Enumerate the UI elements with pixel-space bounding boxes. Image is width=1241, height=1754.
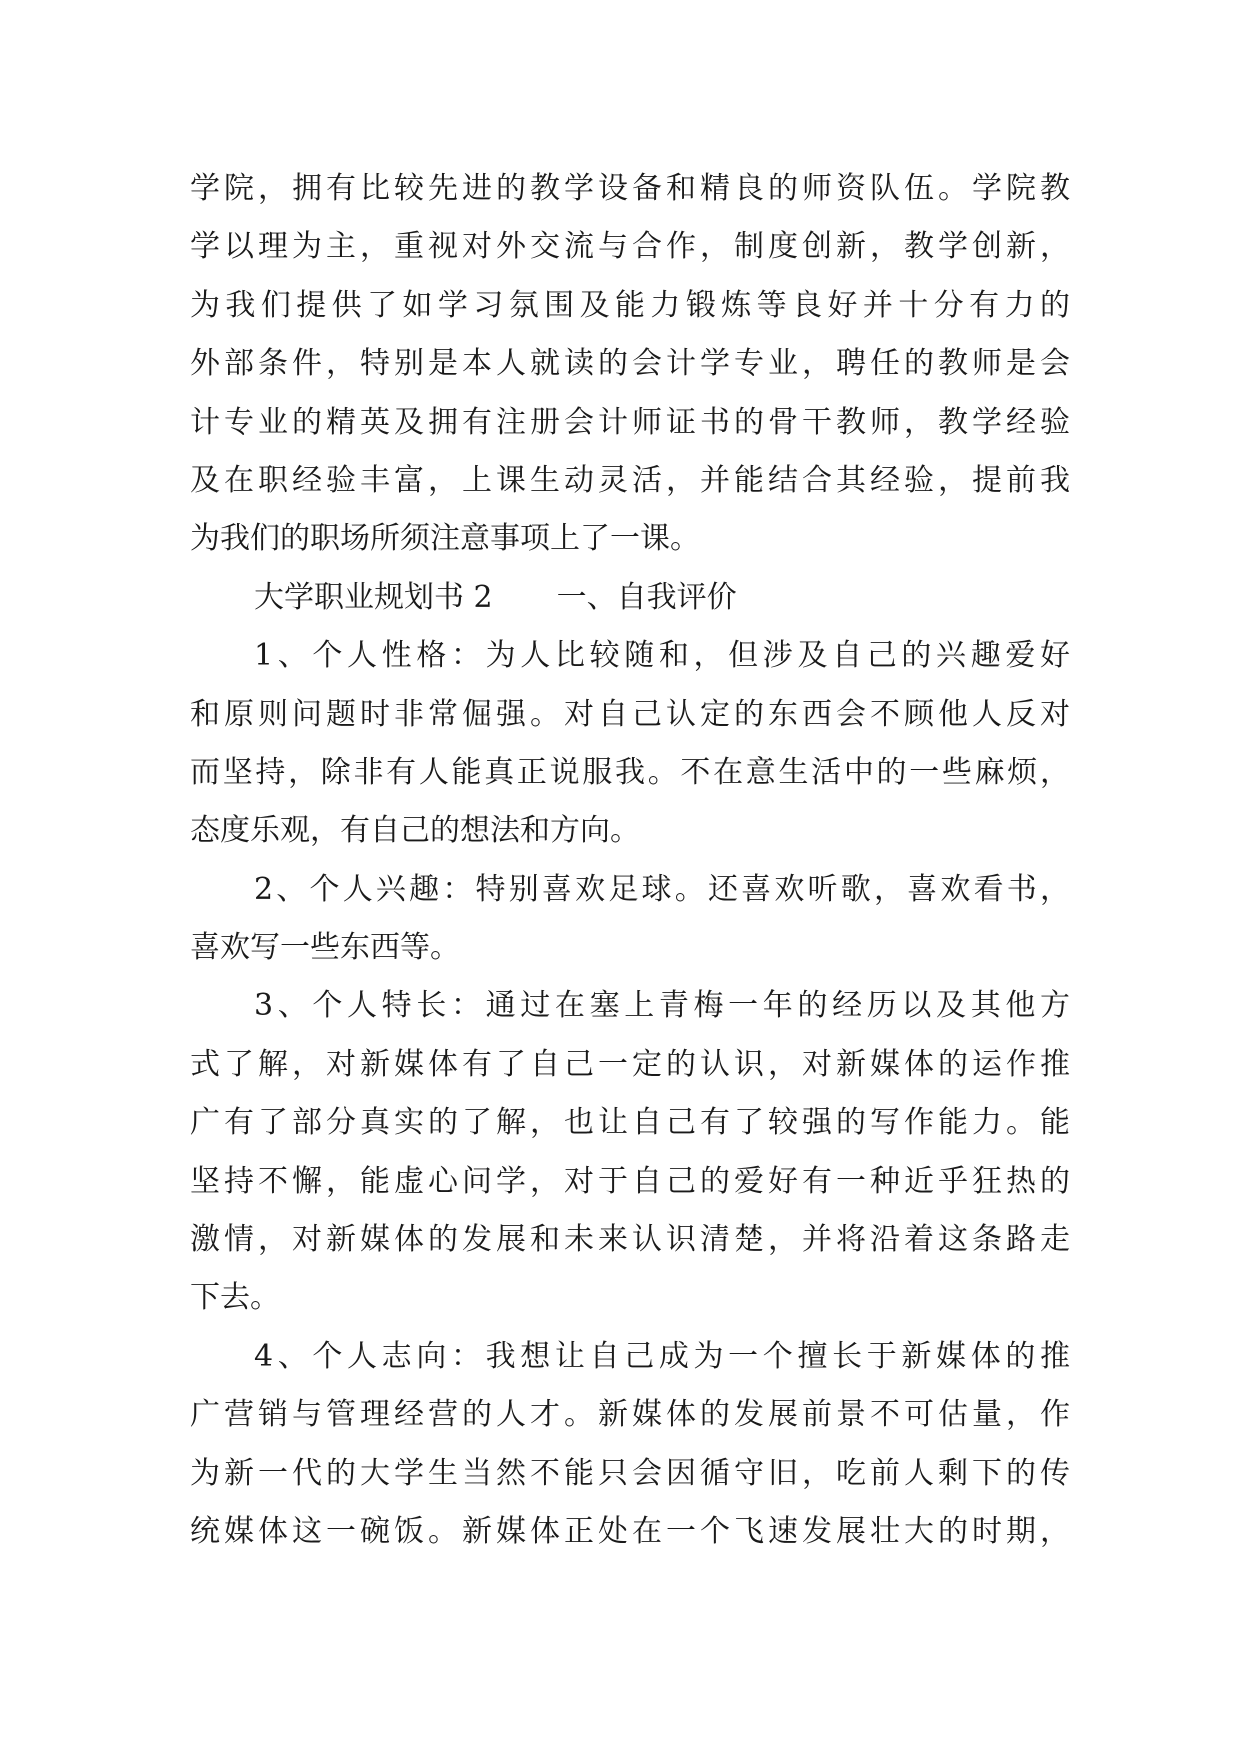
text-line: 2、个人兴趣：特别喜欢足球。还喜欢听歌，喜欢看书， — [254, 871, 1070, 907]
section-heading — [190, 569, 1070, 627]
text-line: 为新一代的大学生当然不能只会因循守旧，吃前人剩下的传 — [190, 1455, 1070, 1491]
text-line: 广营销与管理经营的人才。新媒体的发展前景不可估量，作 — [190, 1397, 1070, 1433]
text-line: 坚持不懈，能虚心问学，对于自己的爱好有一种近乎狂热的 — [190, 1163, 1070, 1199]
text-line: 喜欢写一些东西等。 — [190, 930, 460, 966]
text-line: 统媒体这一碗饭。新媒体正处在一个飞速发展壮大的时期， — [190, 1513, 1070, 1549]
text-line: 1、个人性格：为人比较随和，但涉及自己的兴趣爱好 — [254, 638, 1070, 674]
text-line: 及在职经验丰富，上课生动灵活，并能结合其经验，提前我 — [190, 462, 1070, 498]
text-line: 为我们的职场所须注意事项上了一课。 — [190, 521, 700, 557]
section-title: 一、自我评价 — [556, 579, 737, 615]
text-line: 学院，拥有比较先进的教学设备和精良的师资队伍。学院教 — [190, 171, 1070, 206]
text-line: 态度乐观，有自己的想法和方向。 — [190, 813, 640, 849]
text-line: 计专业的精英及拥有注册会计师证书的骨干教师，教学经验 — [190, 404, 1070, 440]
paragraph-personality — [190, 627, 1070, 861]
heading-line — [190, 569, 1070, 627]
text-line: 式了解，对新媒体有了自己一定的认识，对新媒体的运作推 — [190, 1046, 1070, 1082]
text-line: 学以理为主，重视对外交流与合作，制度创新，教学创新， — [190, 229, 1070, 265]
text-line: 而坚持，除非有人能真正说服我。不在意生活中的一些麻烦， — [190, 754, 1070, 790]
text-line: 外部条件，特别是本人就读的会计学专业，聘任的教师是会 — [190, 346, 1070, 382]
document-body — [190, 160, 1070, 1561]
text-line: 和原则问题时非常倔强。对自己认定的东西会不顾他人反对 — [190, 696, 1070, 732]
text-line: 3、个人特长：通过在塞上青梅一年的经历以及其他方 — [254, 988, 1070, 1024]
text-line: 4、个人志向：我想让自己成为一个擅长于新媒体的推 — [254, 1338, 1070, 1374]
paragraph-aspirations — [190, 1328, 1070, 1562]
text-line: 下去。 — [190, 1280, 280, 1316]
text-line: 为我们提供了如学习氛围及能力锻炼等良好并十分有力的 — [190, 287, 1070, 323]
document-title: 大学职业规划书 2 — [254, 579, 493, 615]
text-line: 激情，对新媒体的发展和未来认识清楚，并将沿着这条路走 — [190, 1222, 1070, 1258]
paragraph-strengths — [190, 977, 1070, 1327]
paragraph-college-description — [190, 160, 1070, 569]
text-line: 广有了部分真实的了解，也让自己有了较强的写作能力。能 — [190, 1105, 1070, 1141]
paragraph-interests — [190, 861, 1070, 978]
